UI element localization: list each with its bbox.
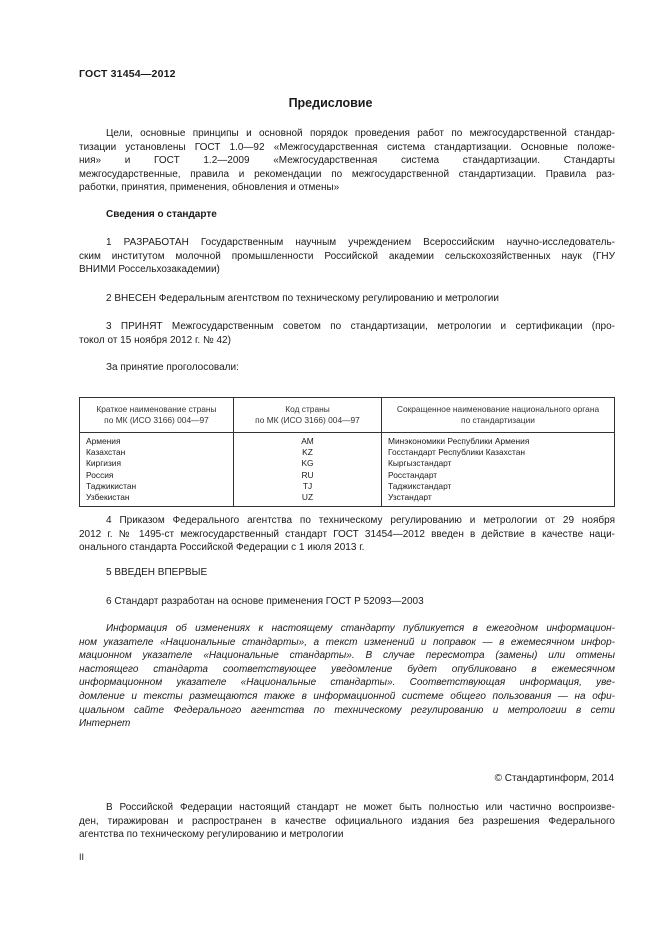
page-number: II — [79, 852, 85, 862]
item-1-line: ВНИМИ Россельхозакадемии) — [79, 264, 220, 276]
notice-line: мационном указателе «Национальные стандарты». В случае пересмотра (замены) или отмены — [79, 650, 615, 662]
rights-paragraph — [79, 801, 615, 842]
item-3-line: 3 ПРИНЯТ Межгосударственным советом по стандартизации, метрологии и сертификации (про- — [106, 321, 615, 332]
voted-label: За принятие проголосовали: — [106, 362, 239, 373]
notice-line: Интернет — [79, 718, 131, 730]
cell-country: Казахстан — [80, 447, 234, 458]
notice-line: домление и тексты размещаются также в информационной системе общего пользования — на офи- — [79, 690, 615, 702]
header-country — [80, 398, 234, 433]
section-heading: Сведения о стандарте — [106, 209, 217, 220]
cell-body: Минэкономики Республики Армения — [382, 433, 615, 448]
cell-code: KZ — [234, 447, 382, 458]
item-2-paragraph: 2 ВНЕСЕН Федеральным агентством по техническому регулированию и метрологии — [106, 293, 499, 304]
notice-line: циальном сайте Федерального агентства по техническому регулированию и метрологии в сети — [79, 704, 615, 716]
cell-body: Таджикстандарт — [382, 481, 615, 492]
item-1-line: ским институтом молочной промышленности Российской академии сельскохозяйственных наук (ГНУ — [79, 250, 615, 262]
header-code-line: по МК (ИСО 3166) 004—97 — [255, 415, 360, 425]
header-body-line: по стандартизации — [461, 415, 535, 425]
cell-code: AM — [234, 433, 382, 448]
table-row — [80, 447, 615, 458]
intro-line: работки, принятия, применения, обновления и отмены» — [79, 182, 340, 194]
table-row — [80, 481, 615, 492]
notice-line: настоящего стандарта соответствующее уведомление будет опубликовано в ежемесячном — [79, 663, 615, 675]
intro-line: тизации установлены ГОСТ 1.0—92 «Межгосударственная система стандартизации. Основные положе- — [79, 141, 615, 153]
copyright-notice: © Стандартинформ, 2014 — [494, 773, 614, 784]
cell-country: Армения — [80, 433, 234, 448]
intro-line: ния» и ГОСТ 1.2—2009 «Межгосударственная система стандартизации. Стандарты — [79, 155, 615, 167]
table-row — [80, 470, 615, 481]
cell-country: Киргизия — [80, 458, 234, 469]
item-4-paragraph — [79, 514, 615, 555]
item-1-line: 1 РАЗРАБОТАН Государственным научным учреждением Всероссийским научно-исследователь- — [106, 237, 615, 248]
item-4-line: онального стандарта Российской Федерации с 1 июля 2013 г. — [79, 542, 365, 554]
item-3-line: токол от 15 ноября 2012 г. № 42) — [79, 334, 231, 346]
item-6-paragraph: 6 Стандарт разработан на основе применения ГОСТ Р 52093—2003 — [106, 596, 424, 607]
item-4-line: 2012 г. № 1495-ст межгосударственный стандарт ГОСТ 31454—2012 введен в действие в качестве наци- — [79, 528, 615, 540]
header-code — [234, 398, 382, 433]
cell-body: Узстандарт — [382, 492, 615, 507]
cell-body: Росстандарт — [382, 470, 615, 481]
cell-code: KG — [234, 458, 382, 469]
cell-code: UZ — [234, 492, 382, 507]
header-body-line: Сокращенное наименование национального органа — [396, 403, 600, 414]
notice-line: Информация об изменениях к настоящему стандарту публикуется в ежегодном информацион- — [106, 623, 615, 634]
table-row — [80, 492, 615, 507]
cell-country: Узбекистан — [80, 492, 234, 507]
page-title: Предисловие — [288, 96, 373, 110]
table-row — [80, 458, 615, 469]
rights-line: В Российской Федерации настоящий стандарт не может быть полностью или частично воспроизве- — [106, 802, 615, 813]
table-header-row — [80, 398, 615, 433]
cell-code: TJ — [234, 481, 382, 492]
item-5-paragraph: 5 ВВЕДЕН ВПЕРВЫЕ — [106, 567, 208, 578]
header-country-line: по МК (ИСО 3166) 004—97 — [104, 415, 209, 425]
cell-body: Госстандарт Республики Казахстан — [382, 447, 615, 458]
intro-paragraph — [79, 127, 615, 195]
intro-line: Цели, основные принципы и основной порядок проведения работ по межгосударственной стандар- — [106, 128, 615, 139]
header-body — [382, 398, 615, 433]
notice-line: информационном указателе «Национальные стандарты». Соответствующая информация, уве- — [79, 677, 615, 689]
cell-country: Россия — [80, 470, 234, 481]
cell-body: Кыргызстандарт — [382, 458, 615, 469]
table-row — [80, 433, 615, 448]
item-4-line: 4 Приказом Федерального агентства по техническому регулированию и метрологии от 29 ноября — [106, 515, 615, 526]
header-country-line: Краткое наименование страны — [96, 403, 217, 414]
item-1-paragraph — [79, 236, 615, 277]
notice-paragraph — [79, 622, 615, 731]
notice-line: ном указателе «Национальные стандарты», а текст изменений и поправок — в ежемесячном инфор- — [79, 636, 615, 648]
item-3-paragraph — [79, 320, 615, 347]
cell-country: Таджикистан — [80, 481, 234, 492]
document-id: ГОСТ 31454—2012 — [79, 68, 176, 80]
cell-code: RU — [234, 470, 382, 481]
intro-line: межгосударственные, правила и рекомендации по межгосударственной стандартизации. Правила раз- — [79, 168, 615, 180]
voting-table — [79, 397, 615, 507]
rights-line: агентства по техническому регулированию и метрологии — [79, 829, 344, 841]
rights-line: ден, тиражирован и распространен в качестве официального издания без разрешения Федерального — [79, 815, 615, 827]
header-code-line: Код страны — [285, 403, 330, 414]
